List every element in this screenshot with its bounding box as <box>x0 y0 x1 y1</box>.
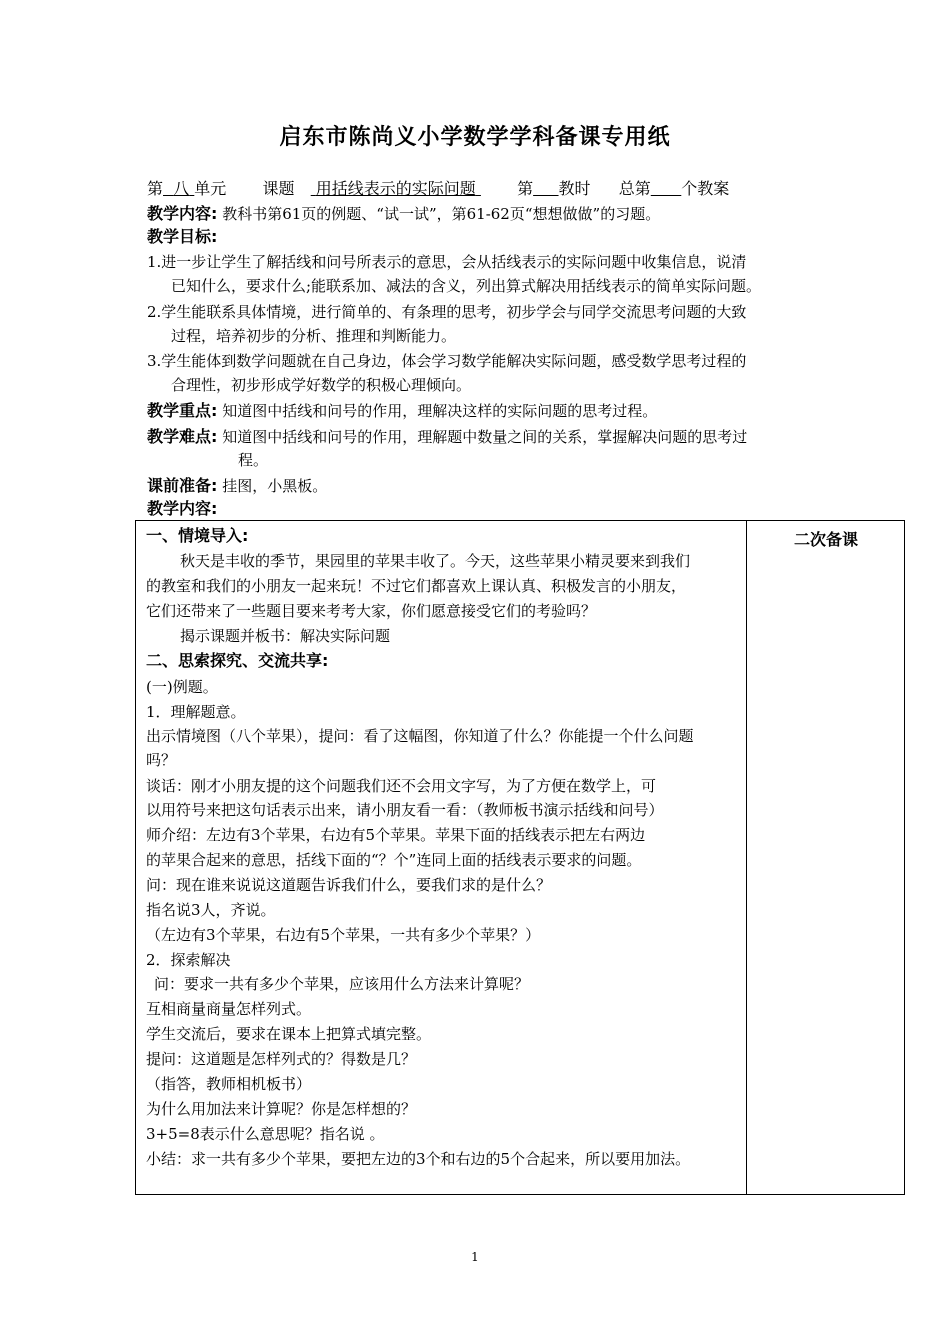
table-line: 揭示课题并板书：解决实际问题 <box>180 627 391 645</box>
lesson-meta-line <box>147 176 729 199</box>
total-prefix: 总第 <box>618 179 651 198</box>
preparation-row <box>147 475 327 497</box>
teaching-content-row <box>147 203 660 225</box>
table-heading: 二、思索探究、交流共享: <box>146 651 329 670</box>
table-line: 1．理解题意。 <box>146 703 246 721</box>
page-number: 1 <box>471 1250 479 1264</box>
table-line: 它们还带来了一些题目要来考考大家，你们愿意接受它们的考验吗？ <box>146 602 597 620</box>
table-line: (一)例题。 <box>146 678 218 696</box>
table-line: 的教室和我们的小朋友一起来玩！不过它们都喜欢上课认真、积极发言的小朋友， <box>146 577 687 595</box>
teaching-difficulty-row <box>147 426 747 448</box>
table-line: 互相商量商量怎样列式。 <box>146 1000 312 1018</box>
lesson-number-blank <box>533 179 558 198</box>
prep-text: 挂图，小黑板。 <box>222 477 328 495</box>
difficulty-label: 教学难点: <box>147 427 218 446</box>
difficulty-text: 知道图中括线和问号的作用，理解题中数量之间的关系，掌握解决问题的思考过 <box>222 428 748 446</box>
goal-line: 已知什么，要求什么;能联系加、减法的含义，列出算式解决用括线表示的简单实际问题。 <box>171 277 762 295</box>
page-title: 启东市陈尚义小学数学学科备课专用纸 <box>279 125 671 150</box>
process-heading: 教学内容: <box>147 499 218 518</box>
table-line: 小结：求一共有多少个苹果，要把左边的3个和右边的5个合起来，所以要用加法。 <box>146 1150 691 1168</box>
table-line: 提问：这道题是怎样列式的？得数是几？ <box>146 1050 417 1068</box>
table-line: 3+5=8表示什么意思呢？指名说 。 <box>146 1125 385 1143</box>
focus-label: 教学重点: <box>147 401 218 420</box>
unit-prefix: 第 <box>147 179 164 198</box>
goals-heading: 教学目标: <box>147 227 218 246</box>
table-line: 的苹果合起来的意思，括线下面的“？个”连同上面的括线表示要求的问题。 <box>146 851 642 869</box>
total-number-blank <box>651 179 682 198</box>
unit-suffix: 单元 <box>194 179 227 198</box>
goal-line: 合理性，初步形成学好数学的积极心理倾向。 <box>171 376 472 394</box>
table-line: 秋天是丰收的季节，果园里的苹果丰收了。今天，这些苹果小精灵要来到我们 <box>180 552 691 570</box>
table-line: 谈话：刚才小朋友提的这个问题我们还不会用文字写，为了方便在数学上，可 <box>146 777 657 795</box>
difficulty-text-cont: 程。 <box>238 451 269 469</box>
table-line: 问：要求一共有多少个苹果，应该用什么方法来计算呢？ <box>154 975 530 993</box>
column-divider <box>746 521 747 1194</box>
table-line: （指答，教师相机板书） <box>146 1075 312 1093</box>
table-line: 问：现在谁来说说这道题告诉我们什么，要我们求的是什么？ <box>146 876 552 894</box>
goal-line: 1.进一步让学生了解括线和问号所表示的意思，会从括线表示的实际问题中收集信息，说清 <box>147 253 747 271</box>
focus-text: 知道图中括线和问号的作用，理解决这样的实际问题的思考过程。 <box>222 402 658 420</box>
table-heading: 一、情境导入: <box>146 526 249 545</box>
table-line: 以用符号来把这句话表示出来，请小朋友看一看：（教师板书演示括线和问号） <box>146 801 664 819</box>
content-text: 教科书第61页的例题、“试一试”，第61-62页“想想做做”的习题。 <box>222 205 661 223</box>
lesson-prefix: 第 <box>517 179 534 198</box>
table-line: 出示情境图（八个苹果），提问：看了这幅图，你知道了什么？你能提一个什么问题 <box>146 727 694 745</box>
table-line: 为什么用加法来计算呢？你是怎样想的？ <box>146 1100 417 1118</box>
topic-value: 用括线表示的实际问题 <box>315 179 476 198</box>
prep-label: 课前准备: <box>147 476 218 495</box>
second-prep-header: 二次备课 <box>793 530 858 549</box>
table-line: 2．探索解决 <box>146 951 231 969</box>
lesson-suffix: 教时 <box>558 179 591 198</box>
content-label: 教学内容: <box>147 204 218 223</box>
table-line: 学生交流后，要求在课本上把算式填完整。 <box>146 1025 432 1043</box>
goal-line: 2.学生能联系具体情境，进行简单的、有条理的思考，初步学会与同学交流思考问题的大致 <box>147 303 747 321</box>
table-line: 指名说3人，齐说。 <box>146 901 276 919</box>
table-line: 吗？ <box>146 751 177 769</box>
table-line: （左边有3个苹果，右边有5个苹果，一共有多少个苹果？） <box>146 926 541 944</box>
table-line: 师介绍：左边有3个苹果，右边有5个苹果。苹果下面的括线表示把左右两边 <box>146 826 646 844</box>
goal-line: 3.学生能体到数学问题就在自己身边，体会学习数学能解决实际问题，感受数学思考过程的 <box>147 352 747 370</box>
unit-value: 八 <box>173 179 190 198</box>
teaching-focus-row <box>147 400 657 422</box>
topic-label: 课题 <box>262 179 295 198</box>
goal-line: 过程，培养初步的分析、推理和判断能力。 <box>171 327 457 345</box>
lesson-process-table <box>135 520 905 1195</box>
total-suffix: 个教案 <box>681 179 730 198</box>
